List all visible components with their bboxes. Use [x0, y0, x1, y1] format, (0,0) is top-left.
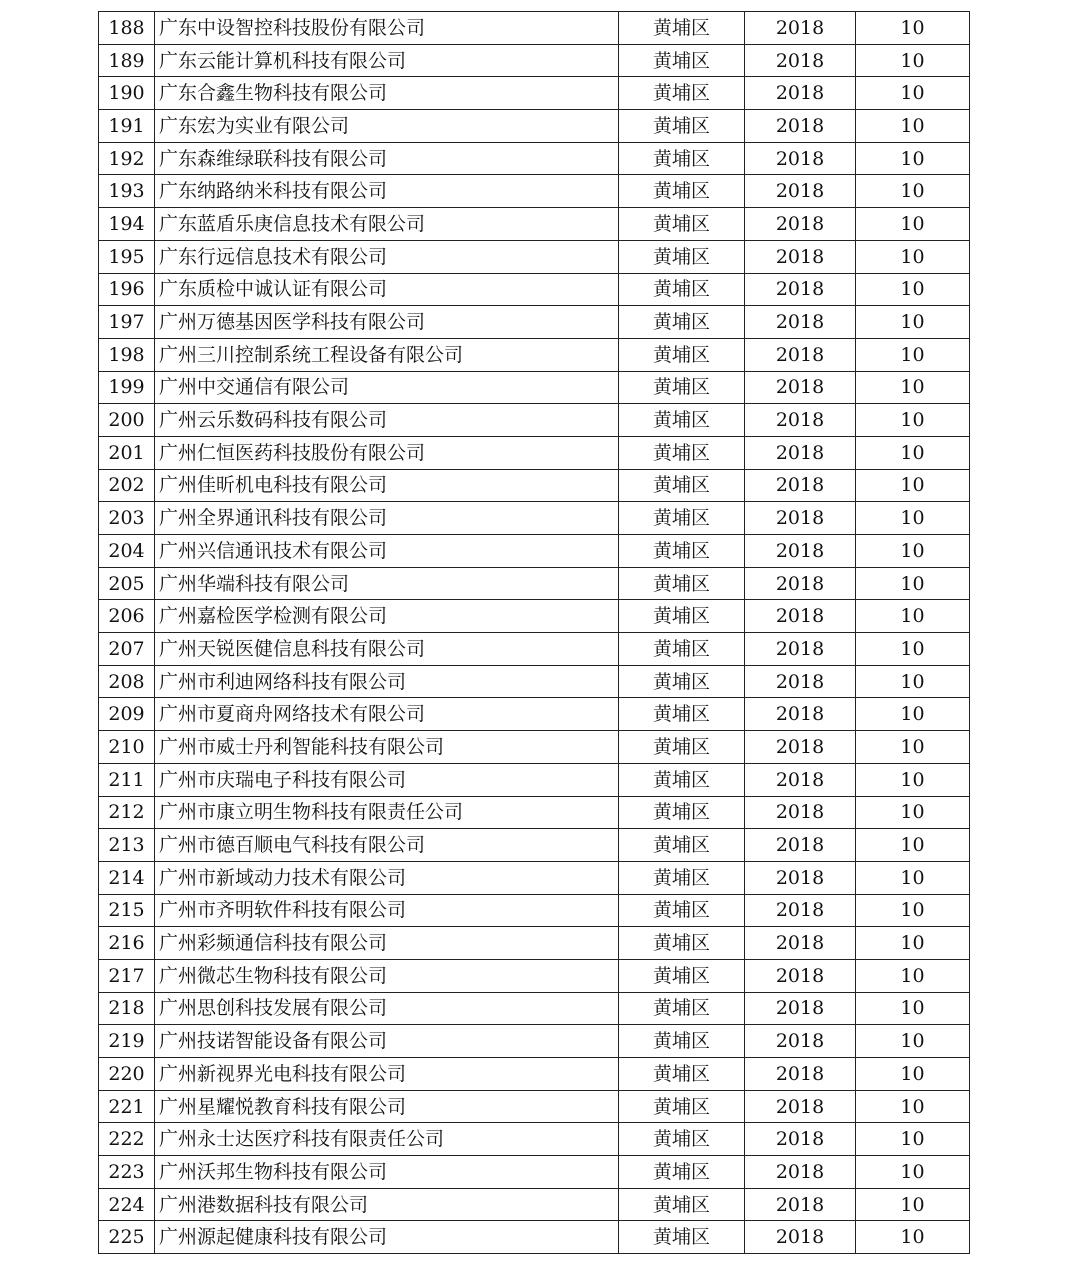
company-name-cell: 广州新视界光电科技有限公司 — [155, 1058, 619, 1091]
year-cell: 2018 — [745, 436, 856, 469]
district-cell: 黄埔区 — [619, 208, 745, 241]
district-cell: 黄埔区 — [619, 142, 745, 175]
company-name-cell: 广州星耀悦教育科技有限公司 — [155, 1090, 619, 1123]
score-cell: 10 — [856, 1188, 970, 1221]
row-number-cell: 202 — [99, 469, 155, 502]
table-row — [99, 1025, 970, 1058]
year-cell: 2018 — [745, 306, 856, 339]
company-name-cell: 广州市威士丹利智能科技有限公司 — [155, 731, 619, 764]
row-number-cell: 206 — [99, 600, 155, 633]
row-number-cell: 208 — [99, 665, 155, 698]
score-cell: 10 — [856, 829, 970, 862]
year-cell: 2018 — [745, 1090, 856, 1123]
table-row — [99, 633, 970, 666]
score-cell: 10 — [856, 273, 970, 306]
score-cell: 10 — [856, 927, 970, 960]
company-name-cell: 广州技诺智能设备有限公司 — [155, 1025, 619, 1058]
district-cell: 黄埔区 — [619, 829, 745, 862]
district-cell: 黄埔区 — [619, 436, 745, 469]
row-number-cell: 214 — [99, 861, 155, 894]
score-cell: 10 — [856, 502, 970, 535]
company-name-cell: 广州天锐医健信息科技有限公司 — [155, 633, 619, 666]
company-name-cell: 广州港数据科技有限公司 — [155, 1188, 619, 1221]
district-cell: 黄埔区 — [619, 469, 745, 502]
table-row — [99, 829, 970, 862]
district-cell: 黄埔区 — [619, 665, 745, 698]
year-cell: 2018 — [745, 404, 856, 437]
score-cell: 10 — [856, 567, 970, 600]
district-cell: 黄埔区 — [619, 894, 745, 927]
row-number-cell: 190 — [99, 77, 155, 110]
company-name-cell: 广东宏为实业有限公司 — [155, 110, 619, 143]
table-row — [99, 861, 970, 894]
row-number-cell: 199 — [99, 371, 155, 404]
year-cell: 2018 — [745, 633, 856, 666]
table-body — [99, 12, 970, 1254]
year-cell: 2018 — [745, 77, 856, 110]
table-row — [99, 1156, 970, 1189]
row-number-cell: 209 — [99, 698, 155, 731]
year-cell: 2018 — [745, 567, 856, 600]
year-cell: 2018 — [745, 44, 856, 77]
table-row — [99, 469, 970, 502]
score-cell: 10 — [856, 959, 970, 992]
district-cell: 黄埔区 — [619, 992, 745, 1025]
district-cell: 黄埔区 — [619, 763, 745, 796]
score-cell: 10 — [856, 44, 970, 77]
company-name-cell: 广东蓝盾乐庚信息技术有限公司 — [155, 208, 619, 241]
row-number-cell: 216 — [99, 927, 155, 960]
district-cell: 黄埔区 — [619, 502, 745, 535]
score-cell: 10 — [856, 535, 970, 568]
year-cell: 2018 — [745, 959, 856, 992]
district-cell: 黄埔区 — [619, 1123, 745, 1156]
year-cell: 2018 — [745, 535, 856, 568]
district-cell: 黄埔区 — [619, 959, 745, 992]
year-cell: 2018 — [745, 861, 856, 894]
table-row — [99, 436, 970, 469]
district-cell: 黄埔区 — [619, 861, 745, 894]
company-name-cell: 广州云乐数码科技有限公司 — [155, 404, 619, 437]
company-name-cell: 广州华端科技有限公司 — [155, 567, 619, 600]
company-name-cell: 广州市夏商舟网络技术有限公司 — [155, 698, 619, 731]
district-cell: 黄埔区 — [619, 567, 745, 600]
score-cell: 10 — [856, 1123, 970, 1156]
row-number-cell: 204 — [99, 535, 155, 568]
company-name-cell: 广州万德基因医学科技有限公司 — [155, 306, 619, 339]
company-name-cell: 广州三川控制系统工程设备有限公司 — [155, 338, 619, 371]
score-cell: 10 — [856, 175, 970, 208]
row-number-cell: 193 — [99, 175, 155, 208]
score-cell: 10 — [856, 240, 970, 273]
district-cell: 黄埔区 — [619, 633, 745, 666]
table-row — [99, 110, 970, 143]
row-number-cell: 195 — [99, 240, 155, 273]
row-number-cell: 213 — [99, 829, 155, 862]
row-number-cell: 189 — [99, 44, 155, 77]
company-name-cell: 广东行远信息技术有限公司 — [155, 240, 619, 273]
score-cell: 10 — [856, 1058, 970, 1091]
company-name-cell: 广州嘉检医学检测有限公司 — [155, 600, 619, 633]
row-number-cell: 217 — [99, 959, 155, 992]
year-cell: 2018 — [745, 1058, 856, 1091]
row-number-cell: 219 — [99, 1025, 155, 1058]
score-cell: 10 — [856, 1090, 970, 1123]
year-cell: 2018 — [745, 992, 856, 1025]
company-name-cell: 广州永士达医疗科技有限责任公司 — [155, 1123, 619, 1156]
score-cell: 10 — [856, 1221, 970, 1254]
district-cell: 黄埔区 — [619, 175, 745, 208]
district-cell: 黄埔区 — [619, 240, 745, 273]
table-row — [99, 665, 970, 698]
row-number-cell: 221 — [99, 1090, 155, 1123]
score-cell: 10 — [856, 665, 970, 698]
district-cell: 黄埔区 — [619, 1156, 745, 1189]
table-row — [99, 927, 970, 960]
district-cell: 黄埔区 — [619, 1090, 745, 1123]
score-cell: 10 — [856, 469, 970, 502]
table-row — [99, 796, 970, 829]
district-cell: 黄埔区 — [619, 796, 745, 829]
score-cell: 10 — [856, 208, 970, 241]
row-number-cell: 225 — [99, 1221, 155, 1254]
district-cell: 黄埔区 — [619, 77, 745, 110]
table-row — [99, 1221, 970, 1254]
district-cell: 黄埔区 — [619, 698, 745, 731]
year-cell: 2018 — [745, 600, 856, 633]
company-name-cell: 广州彩频通信科技有限公司 — [155, 927, 619, 960]
score-cell: 10 — [856, 992, 970, 1025]
company-name-cell: 广州沃邦生物科技有限公司 — [155, 1156, 619, 1189]
table-row — [99, 894, 970, 927]
district-cell: 黄埔区 — [619, 927, 745, 960]
year-cell: 2018 — [745, 731, 856, 764]
score-cell: 10 — [856, 1025, 970, 1058]
score-cell: 10 — [856, 894, 970, 927]
year-cell: 2018 — [745, 894, 856, 927]
district-cell: 黄埔区 — [619, 404, 745, 437]
company-name-cell: 广州市新域动力技术有限公司 — [155, 861, 619, 894]
year-cell: 2018 — [745, 371, 856, 404]
table-row — [99, 273, 970, 306]
company-name-cell: 广州兴信通讯技术有限公司 — [155, 535, 619, 568]
row-number-cell: 194 — [99, 208, 155, 241]
row-number-cell: 196 — [99, 273, 155, 306]
year-cell: 2018 — [745, 208, 856, 241]
year-cell: 2018 — [745, 175, 856, 208]
company-name-cell: 广州市德百顺电气科技有限公司 — [155, 829, 619, 862]
table-row — [99, 763, 970, 796]
row-number-cell: 200 — [99, 404, 155, 437]
company-name-cell: 广州微芯生物科技有限公司 — [155, 959, 619, 992]
year-cell: 2018 — [745, 763, 856, 796]
score-cell: 10 — [856, 142, 970, 175]
year-cell: 2018 — [745, 665, 856, 698]
company-name-cell: 广州市齐明软件科技有限公司 — [155, 894, 619, 927]
district-cell: 黄埔区 — [619, 338, 745, 371]
table-row — [99, 371, 970, 404]
row-number-cell: 211 — [99, 763, 155, 796]
table-row — [99, 404, 970, 437]
table-row — [99, 535, 970, 568]
year-cell: 2018 — [745, 1188, 856, 1221]
district-cell: 黄埔区 — [619, 306, 745, 339]
district-cell: 黄埔区 — [619, 1025, 745, 1058]
row-number-cell: 197 — [99, 306, 155, 339]
table-row — [99, 1188, 970, 1221]
row-number-cell: 207 — [99, 633, 155, 666]
row-number-cell: 210 — [99, 731, 155, 764]
row-number-cell: 218 — [99, 992, 155, 1025]
year-cell: 2018 — [745, 796, 856, 829]
district-cell: 黄埔区 — [619, 110, 745, 143]
company-name-cell: 广东云能计算机科技有限公司 — [155, 44, 619, 77]
score-cell: 10 — [856, 338, 970, 371]
year-cell: 2018 — [745, 927, 856, 960]
row-number-cell: 192 — [99, 142, 155, 175]
district-cell: 黄埔区 — [619, 44, 745, 77]
table-row — [99, 992, 970, 1025]
district-cell: 黄埔区 — [619, 371, 745, 404]
score-cell: 10 — [856, 796, 970, 829]
score-cell: 10 — [856, 306, 970, 339]
company-name-cell: 广州市康立明生物科技有限责任公司 — [155, 796, 619, 829]
score-cell: 10 — [856, 731, 970, 764]
year-cell: 2018 — [745, 698, 856, 731]
table-row — [99, 77, 970, 110]
year-cell: 2018 — [745, 829, 856, 862]
year-cell: 2018 — [745, 12, 856, 45]
year-cell: 2018 — [745, 1221, 856, 1254]
year-cell: 2018 — [745, 1156, 856, 1189]
score-cell: 10 — [856, 371, 970, 404]
row-number-cell: 212 — [99, 796, 155, 829]
table-row — [99, 1123, 970, 1156]
score-cell: 10 — [856, 436, 970, 469]
row-number-cell: 222 — [99, 1123, 155, 1156]
company-name-cell: 广州市利迪网络科技有限公司 — [155, 665, 619, 698]
company-name-cell: 广州中交通信有限公司 — [155, 371, 619, 404]
score-cell: 10 — [856, 77, 970, 110]
row-number-cell: 188 — [99, 12, 155, 45]
table-row — [99, 142, 970, 175]
year-cell: 2018 — [745, 273, 856, 306]
company-name-cell: 广东中设智控科技股份有限公司 — [155, 12, 619, 45]
company-name-cell: 广州全界通讯科技有限公司 — [155, 502, 619, 535]
table-row — [99, 208, 970, 241]
company-name-cell: 广东质检中诚认证有限公司 — [155, 273, 619, 306]
company-name-cell: 广州市庆瑞电子科技有限公司 — [155, 763, 619, 796]
company-list-table — [98, 11, 970, 1254]
table-row — [99, 175, 970, 208]
year-cell: 2018 — [745, 338, 856, 371]
row-number-cell: 201 — [99, 436, 155, 469]
company-name-cell: 广东合鑫生物科技有限公司 — [155, 77, 619, 110]
district-cell: 黄埔区 — [619, 273, 745, 306]
score-cell: 10 — [856, 12, 970, 45]
table-row — [99, 731, 970, 764]
score-cell: 10 — [856, 861, 970, 894]
score-cell: 10 — [856, 633, 970, 666]
table-row — [99, 306, 970, 339]
table-row — [99, 1058, 970, 1091]
company-name-cell: 广东森维绿联科技有限公司 — [155, 142, 619, 175]
district-cell: 黄埔区 — [619, 600, 745, 633]
district-cell: 黄埔区 — [619, 12, 745, 45]
score-cell: 10 — [856, 698, 970, 731]
score-cell: 10 — [856, 404, 970, 437]
row-number-cell: 191 — [99, 110, 155, 143]
year-cell: 2018 — [745, 142, 856, 175]
table-row — [99, 1090, 970, 1123]
district-cell: 黄埔区 — [619, 1188, 745, 1221]
row-number-cell: 205 — [99, 567, 155, 600]
score-cell: 10 — [856, 600, 970, 633]
table-row — [99, 959, 970, 992]
district-cell: 黄埔区 — [619, 1221, 745, 1254]
district-cell: 黄埔区 — [619, 731, 745, 764]
table-row — [99, 12, 970, 45]
table-row — [99, 600, 970, 633]
score-cell: 10 — [856, 110, 970, 143]
company-name-cell: 广州源起健康科技有限公司 — [155, 1221, 619, 1254]
row-number-cell: 203 — [99, 502, 155, 535]
table-row — [99, 567, 970, 600]
company-name-cell: 广东纳路纳米科技有限公司 — [155, 175, 619, 208]
row-number-cell: 198 — [99, 338, 155, 371]
table-row — [99, 44, 970, 77]
table-row — [99, 338, 970, 371]
district-cell: 黄埔区 — [619, 535, 745, 568]
company-name-cell: 广州思创科技发展有限公司 — [155, 992, 619, 1025]
table-row — [99, 698, 970, 731]
score-cell: 10 — [856, 763, 970, 796]
year-cell: 2018 — [745, 1025, 856, 1058]
table-row — [99, 240, 970, 273]
company-name-cell: 广州仁恒医药科技股份有限公司 — [155, 436, 619, 469]
year-cell: 2018 — [745, 1123, 856, 1156]
year-cell: 2018 — [745, 469, 856, 502]
district-cell: 黄埔区 — [619, 1058, 745, 1091]
row-number-cell: 223 — [99, 1156, 155, 1189]
row-number-cell: 224 — [99, 1188, 155, 1221]
table-row — [99, 502, 970, 535]
row-number-cell: 215 — [99, 894, 155, 927]
year-cell: 2018 — [745, 240, 856, 273]
score-cell: 10 — [856, 1156, 970, 1189]
row-number-cell: 220 — [99, 1058, 155, 1091]
year-cell: 2018 — [745, 110, 856, 143]
year-cell: 2018 — [745, 502, 856, 535]
company-name-cell: 广州佳昕机电科技有限公司 — [155, 469, 619, 502]
